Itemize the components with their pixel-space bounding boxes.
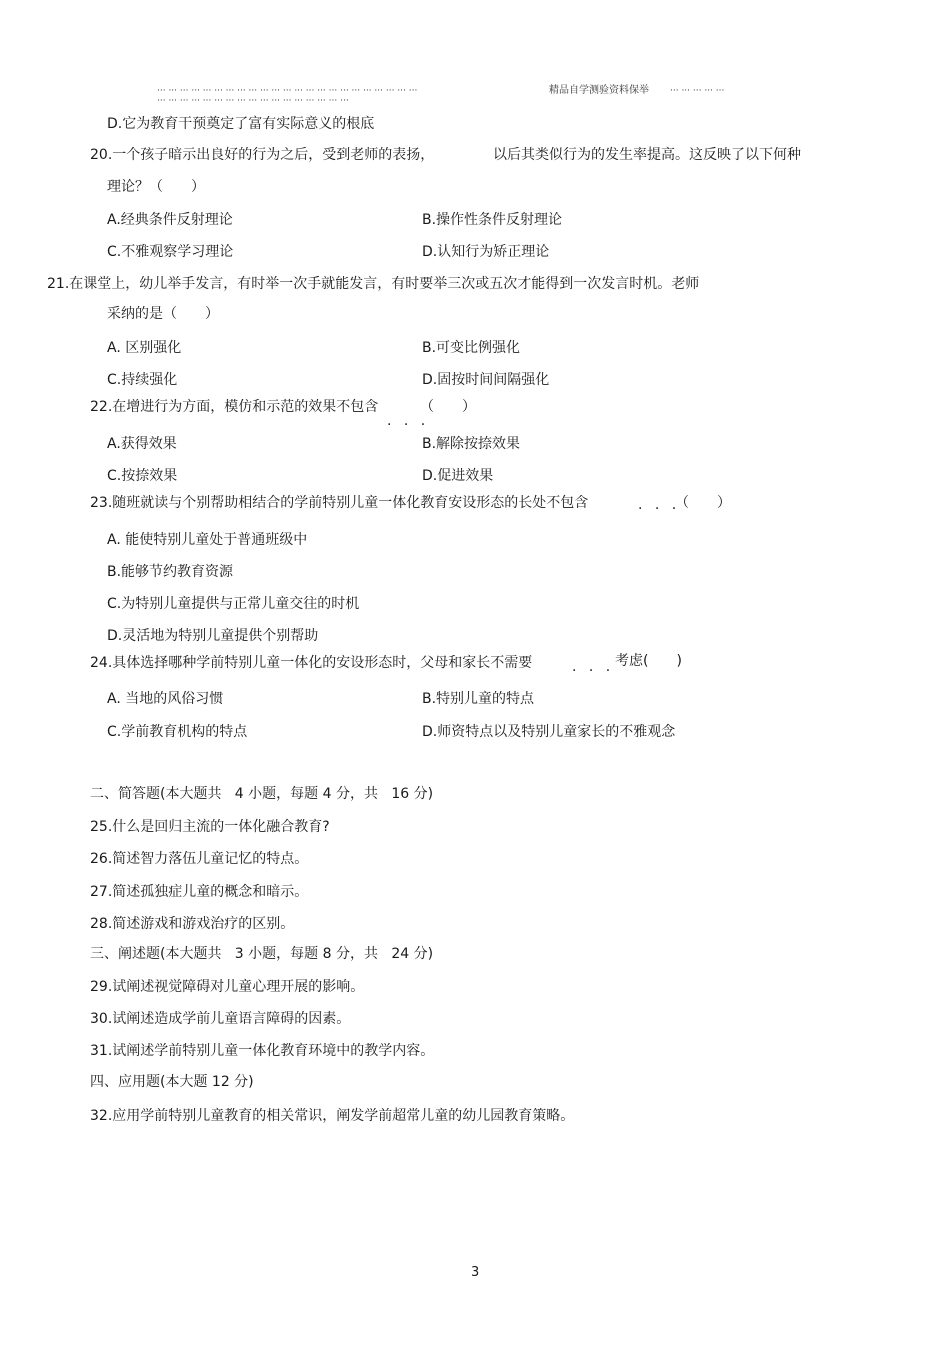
q21-option-b: B.可变比例强化 [422, 340, 521, 356]
q22-paren: （ ） [420, 399, 476, 415]
q22-emphasis-dots: · · · [387, 417, 430, 433]
header-dots-line1: ··· ··· ··· ··· ··· ··· ··· ··· ··· ··· ··· ··· ··· ··· ··· ··· ··· ··· ··· ··· ··· ··· ··· [157, 86, 418, 96]
q19-option-d: D.它为教育干预奠定了富有实际意义的根底 [107, 116, 375, 132]
q21-stem-end: 采纳的是（ ） [107, 306, 219, 322]
q22-stem: 22.在增进行为方面，模仿和示范的效果不包含 [90, 399, 379, 415]
q21-stem: 21.在课堂上，幼儿举手发言，有时举一次手就能发言，有时要举三次或五次才能得到一次发言时机。老师 [47, 276, 700, 292]
header-dots-line2: ··· ··· ··· ··· ··· ··· ··· ··· ··· ··· ··· ··· ··· ··· ··· ··· ··· [157, 96, 349, 106]
q20-option-a: A.经典条件反射理论 [107, 212, 233, 228]
header-dots-tail: ··· ··· ··· ··· ··· [670, 86, 725, 96]
q23-option-a: A. 能使特别儿童处于普通班级中 [107, 532, 308, 548]
q24-option-a: A. 当地的风俗习惯 [107, 691, 224, 707]
q28: 28.简述游戏和游戏治疗的区别。 [90, 916, 295, 932]
q23-option-d: D.灵活地为特别儿童提供个别帮助 [107, 628, 319, 644]
q20-stem-cont: 以后其类似行为的发生率提高。这反映了以下何种 [493, 147, 801, 163]
q22-option-b: B.解除按捺效果 [422, 436, 521, 452]
q21-option-c: C.持续强化 [107, 372, 178, 388]
q24-option-d: D.师资特点以及特别儿童家长的不雅观念 [422, 724, 676, 740]
q27: 27.简述孤独症儿童的概念和暗示。 [90, 884, 309, 900]
section2-title: 二、简答题(本大题共 4 小题，每题 4 分，共 16 分) [90, 786, 434, 802]
header-label: 精品自学测验资料保举 [549, 85, 649, 96]
q31: 31.试阐述学前特别儿童一体化教育环境中的教学内容。 [90, 1043, 435, 1059]
q24-stem: 24.具体选择哪种学前特别儿童一体化的安设形态时，父母和家长不需要 [90, 655, 533, 671]
q24-emphasis-dots: · · · [572, 663, 615, 679]
q23-paren: （ ） [675, 495, 731, 511]
q29: 29.试阐述视觉障碍对儿童心理开展的影响。 [90, 979, 365, 995]
q30: 30.试阐述造成学前儿童语言障碍的因素。 [90, 1011, 351, 1027]
q24-option-b: B.特别儿童的特点 [422, 691, 535, 707]
q23-stem: 23.随班就读与个别帮助相结合的学前特别儿童一体化教育安设形态的长处不包含 [90, 495, 589, 511]
q25: 25.什么是回归主流的一体化融合教育? [90, 819, 330, 835]
q24-tail: 考虑( ) [615, 653, 682, 669]
q23-option-c: C.为特别儿童提供与正常儿童交往的时机 [107, 596, 360, 612]
q20-stem-end: 理论？（ ） [107, 179, 205, 195]
q22-option-c: C.按捺效果 [107, 468, 178, 484]
q32: 32.应用学前特别儿童教育的相关常识，阐发学前超常儿童的幼儿园教育策略。 [90, 1108, 575, 1124]
section3-title: 三、阐述题(本大题共 3 小题，每题 8 分，共 24 分) [90, 946, 434, 962]
q26: 26.简述智力落伍儿童记忆的特点。 [90, 851, 309, 867]
q24-option-c: C.学前教育机构的特点 [107, 724, 248, 740]
q21-option-a: A. 区别强化 [107, 340, 182, 356]
q23-option-b: B.能够节约教育资源 [107, 564, 234, 580]
q22-option-d: D.促进效果 [422, 468, 494, 484]
q22-option-a: A.获得效果 [107, 436, 177, 452]
q21-option-d: D.固按时间间隔强化 [422, 372, 550, 388]
q20-stem: 20.一个孩子暗示出良好的行为之后，受到老师的表扬， [90, 147, 435, 163]
q23-emphasis-dots: · · · [638, 501, 681, 517]
q20-option-b: B.操作性条件反射理论 [422, 212, 563, 228]
page-number: 3 [471, 1265, 480, 1280]
q20-option-d: D.认知行为矫正理论 [422, 244, 550, 260]
section4-title: 四、应用题(本大题 12 分) [90, 1074, 254, 1090]
q20-option-c: C.不雅观察学习理论 [107, 244, 234, 260]
